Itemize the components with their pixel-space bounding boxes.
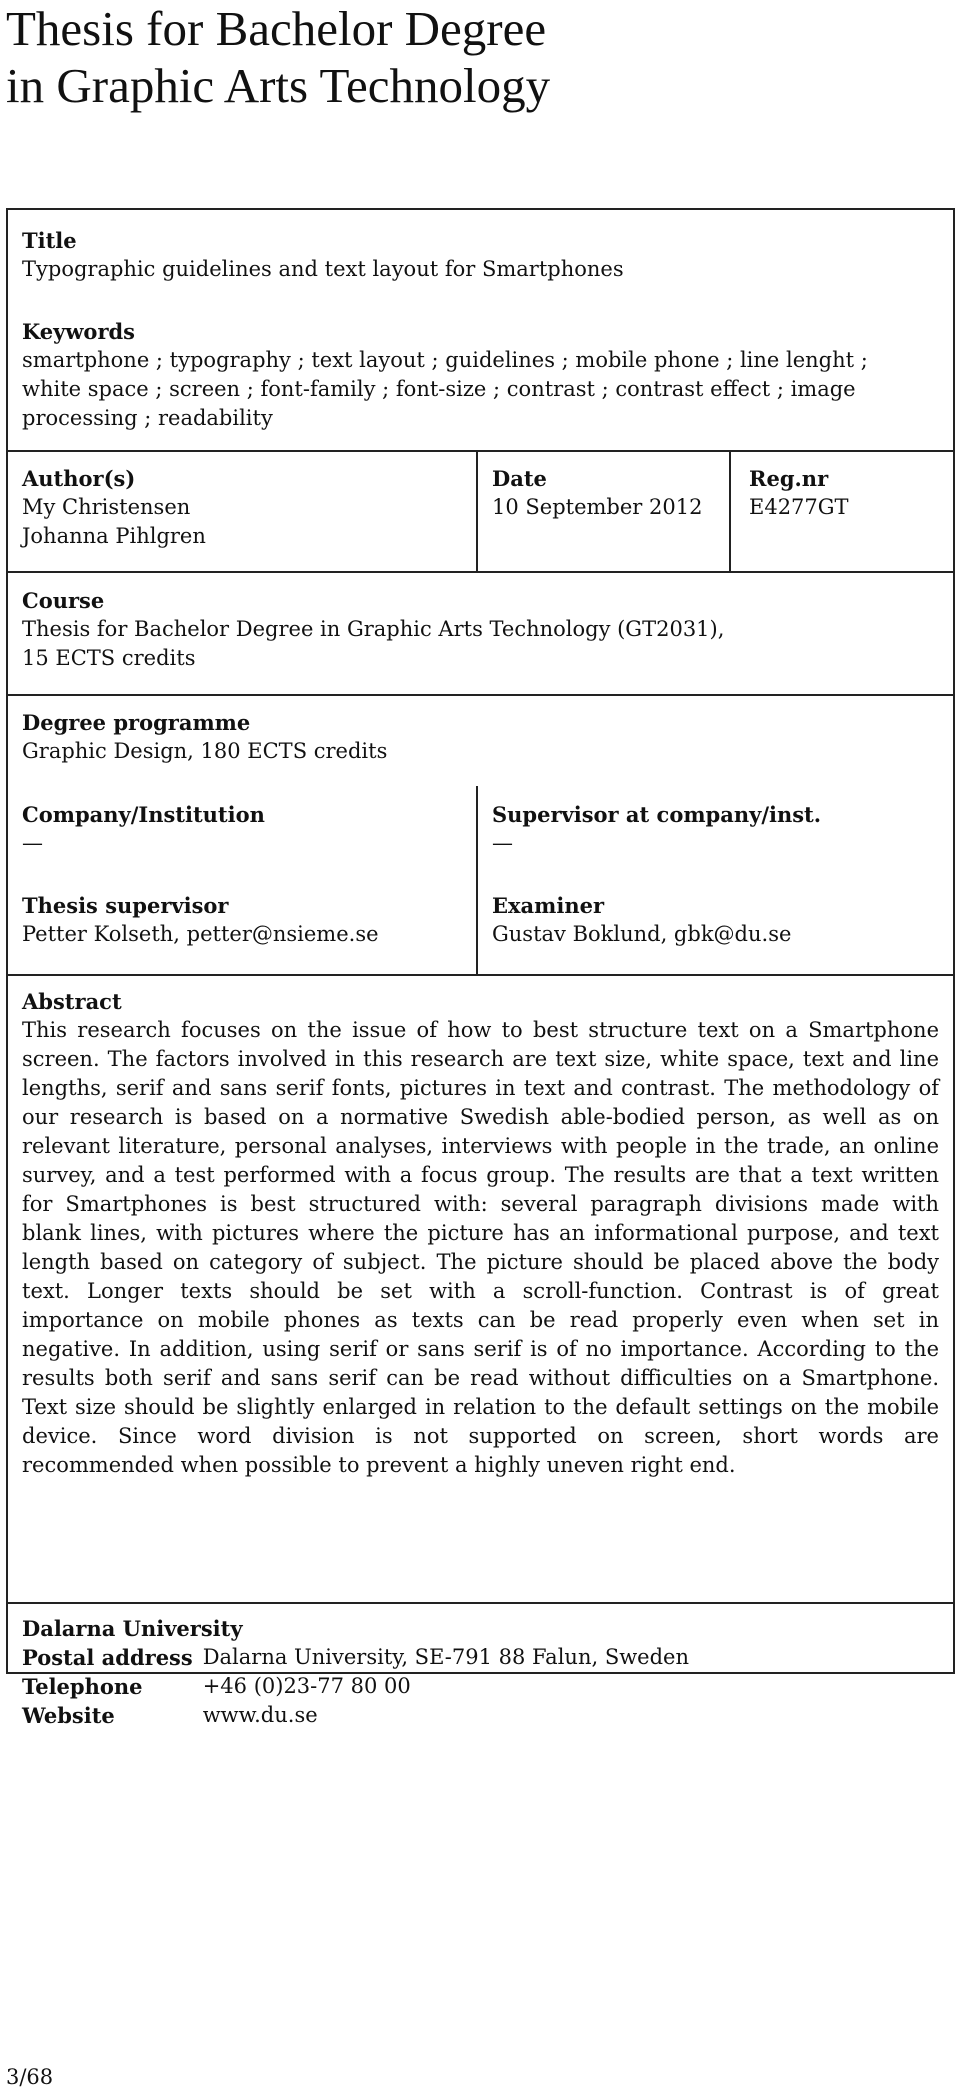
degree-value: Graphic Design, 180 ECTS credits <box>22 739 388 763</box>
title-value: Typographic guidelines and text layout for Smartphones <box>22 257 624 281</box>
divider <box>476 786 478 974</box>
title-label: Title <box>22 228 77 253</box>
authors-section <box>22 464 462 551</box>
page-number: 3/68 <box>6 2065 54 2089</box>
contact-key: Postal address <box>22 1645 193 1670</box>
thesis-supervisor-section <box>22 891 462 949</box>
keywords-line: processing ; readability <box>22 406 273 430</box>
supervisor-company-label: Supervisor at company/inst. <box>492 802 822 827</box>
thesis-info-form <box>6 208 955 1728</box>
examiner-section <box>492 891 942 949</box>
course-line: 15 ECTS credits <box>22 646 196 670</box>
university-name: Dalarna University <box>22 1616 243 1641</box>
contact-key: Website <box>22 1703 115 1728</box>
authors-label: Author(s) <box>22 466 136 491</box>
contact-table <box>22 1643 689 1730</box>
author-name: My Christensen <box>22 495 191 519</box>
university-section <box>22 1614 942 1730</box>
contact-row <box>22 1701 689 1730</box>
keywords-section <box>22 317 942 433</box>
page-title <box>6 0 946 114</box>
abstract-label: Abstract <box>22 989 122 1014</box>
degree-section <box>22 708 942 766</box>
divider <box>8 974 953 976</box>
keywords-line: white space ; screen ; font-family ; font-size ; contrast ; contrast effect ; image <box>22 377 856 401</box>
date-value: 10 September 2012 <box>492 495 703 519</box>
divider <box>8 694 953 696</box>
company-value: — <box>22 831 43 855</box>
thesis-supervisor-value: Petter Kolseth, petter@nsieme.se <box>22 922 379 946</box>
divider <box>8 1602 953 1604</box>
divider <box>8 450 953 452</box>
supervisor-company-section <box>492 800 942 858</box>
divider <box>729 450 731 571</box>
regnr-section <box>749 464 944 522</box>
contact-key: Telephone <box>22 1674 143 1699</box>
title-line-2: in Graphic Arts Technology <box>6 58 551 113</box>
contact-value: +46 (0)23-77 80 00 <box>202 1674 411 1698</box>
divider <box>8 571 953 573</box>
contact-row <box>22 1672 689 1701</box>
keywords-line: smartphone ; typography ; text layout ; guidelines ; mobile phone ; line lenght ; <box>22 348 868 372</box>
contact-value: Dalarna University, SE-791 88 Falun, Sweden <box>202 1645 690 1669</box>
examiner-label: Examiner <box>492 893 605 918</box>
thesis-supervisor-label: Thesis supervisor <box>22 893 229 918</box>
date-label: Date <box>492 466 547 491</box>
course-label: Course <box>22 588 105 613</box>
contact-row <box>22 1643 689 1672</box>
examiner-value: Gustav Boklund, gbk@du.se <box>492 922 792 946</box>
date-section <box>492 464 722 522</box>
abstract-section <box>22 987 939 1480</box>
keywords-label: Keywords <box>22 319 136 344</box>
company-section <box>22 800 462 858</box>
regnr-label: Reg.nr <box>749 466 829 491</box>
contact-value: www.du.se <box>202 1703 318 1727</box>
abstract-text: This research focuses on the issue of how to best structure text on a Smartphone screen. The factors involved in this research are text size, white space, text and line lengths, serif and sans serif fonts, pictures in text and contrast. The methodology of our research is based on a normative Swedish able-bodied person, as well as on relevant literature, personal analyses, interviews with people in the trade, an online survey, and a test performed with a focus group. The results are that a text written for Smartphones is best structured with: several paragraph divisions made with blank lines, with pictures where the picture has an informational purpose, and text length based on category of subject. The picture should be placed above the body text. Longer texts should be set with a scroll-function. Contrast is of great importance on mobile phones as texts can be read properly even when set in negative. In addition, using serif or sans serif is of no importance. According to the results both serif and sans serif can be read without difficulties on a Smartphone. Text size should be slightly enlarged in relation to the default settings on the mobile device. Since word division is not supported on screen, short words are recommended when possible to prevent a highly uneven right end. <box>22 1018 939 1477</box>
course-section <box>22 586 942 673</box>
degree-label: Degree programme <box>22 710 251 735</box>
regnr-value: E4277GT <box>749 495 849 519</box>
company-label: Company/Institution <box>22 802 265 827</box>
title-line-1: Thesis for Bachelor Degree <box>6 1 547 56</box>
course-line: Thesis for Bachelor Degree in Graphic Arts Technology (GT2031), <box>22 617 725 641</box>
divider <box>476 450 478 571</box>
author-name: Johanna Pihlgren <box>22 524 206 548</box>
title-section <box>22 226 942 284</box>
supervisor-company-value: — <box>492 831 513 855</box>
